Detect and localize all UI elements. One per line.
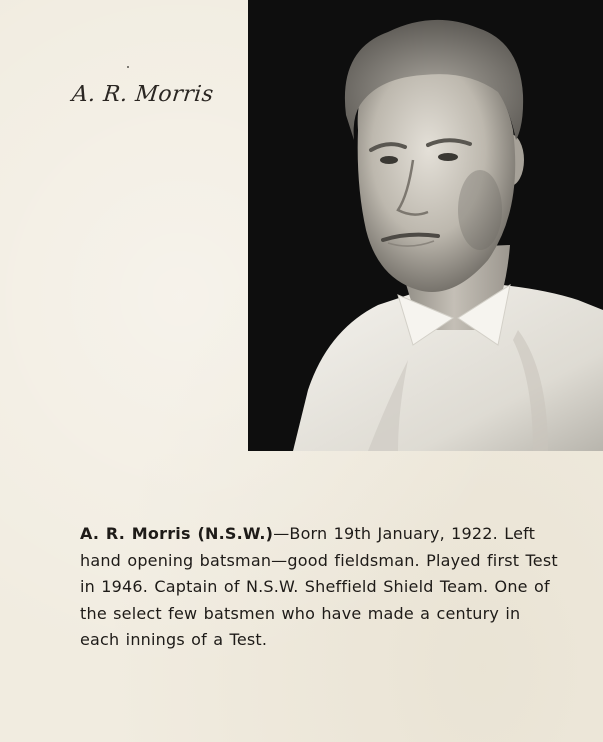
player-description: —Born 19th January, 1922. Left hand opening batsman—good fieldsman. Played first Test in 1946. Captain of N.S.W. Sheffield Shield Team. One of the select few batsmen who have made a century in each innings of a Test. (80, 524, 558, 649)
caption-paragraph (80, 521, 560, 654)
portrait-illustration (248, 0, 603, 451)
eye-left (380, 156, 398, 164)
signature-text: A. R. Morris (70, 82, 215, 107)
speck (127, 66, 129, 68)
cheek-shadow (458, 170, 502, 250)
portrait-photo (248, 0, 603, 451)
eye-right (438, 153, 458, 161)
player-name: A. R. Morris (N.S.W.) (80, 524, 274, 543)
